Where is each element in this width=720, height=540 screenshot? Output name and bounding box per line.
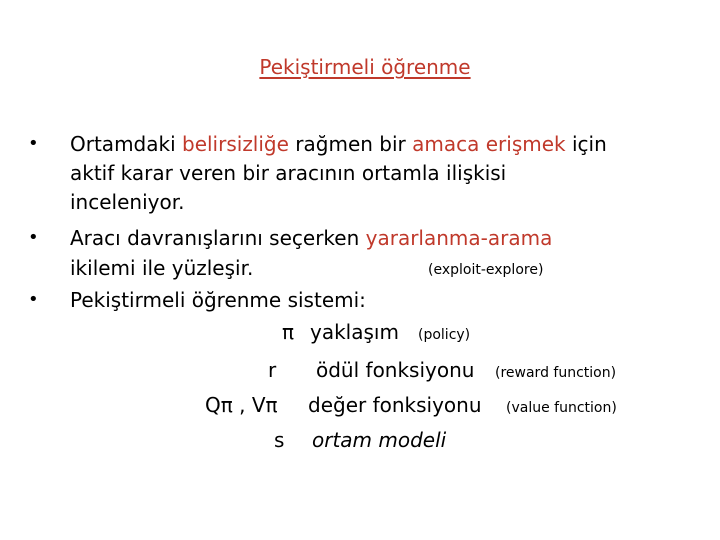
highlight-goal: amaca erişmek [412, 132, 566, 156]
bullet-1-line-2: aktif karar veren bir aracının ortamla ilişkisi [70, 161, 507, 185]
text-segment: için [565, 132, 607, 156]
bullet-dot: • [28, 133, 39, 154]
model-term: ortam modeli [312, 428, 447, 452]
value-term: değer fonksiyonu [308, 393, 482, 417]
value-english: (value function) [506, 400, 617, 416]
highlight-uncertainty: belirsizliğe [182, 132, 289, 156]
model-symbol: s [274, 428, 285, 452]
value-symbol: Qπ , Vπ [205, 393, 278, 417]
bullet-1-line-1 [70, 132, 607, 156]
reward-symbol: r [268, 358, 277, 382]
reward-english: (reward function) [495, 365, 617, 381]
bullet-dot: • [28, 227, 39, 248]
slide-title: Pekiştirmeli öğrenme [259, 55, 471, 79]
exploit-explore-note: (exploit-explore) [428, 262, 544, 278]
policy-symbol: π [282, 320, 295, 344]
bullet-dot: • [28, 289, 39, 310]
bullet-3-line-1: Pekiştirmeli öğrenme sistemi: [70, 288, 366, 312]
bullet-1-line-3: inceleniyor. [70, 190, 185, 214]
policy-term: yaklaşım [310, 320, 399, 344]
policy-english: (policy) [418, 327, 471, 343]
reward-term: ödül fonksiyonu [316, 358, 475, 382]
bullet-2-line-2: ikilemi ile yüzleşir. [70, 256, 254, 280]
bullet-2-line-1 [70, 226, 552, 250]
text-segment: Ortamdaki [70, 132, 182, 156]
text-segment: Aracı davranışlarını seçerken [70, 226, 366, 250]
text-segment: rağmen bir [288, 132, 413, 156]
highlight-exploit-explore: yararlanma-arama [365, 226, 553, 250]
